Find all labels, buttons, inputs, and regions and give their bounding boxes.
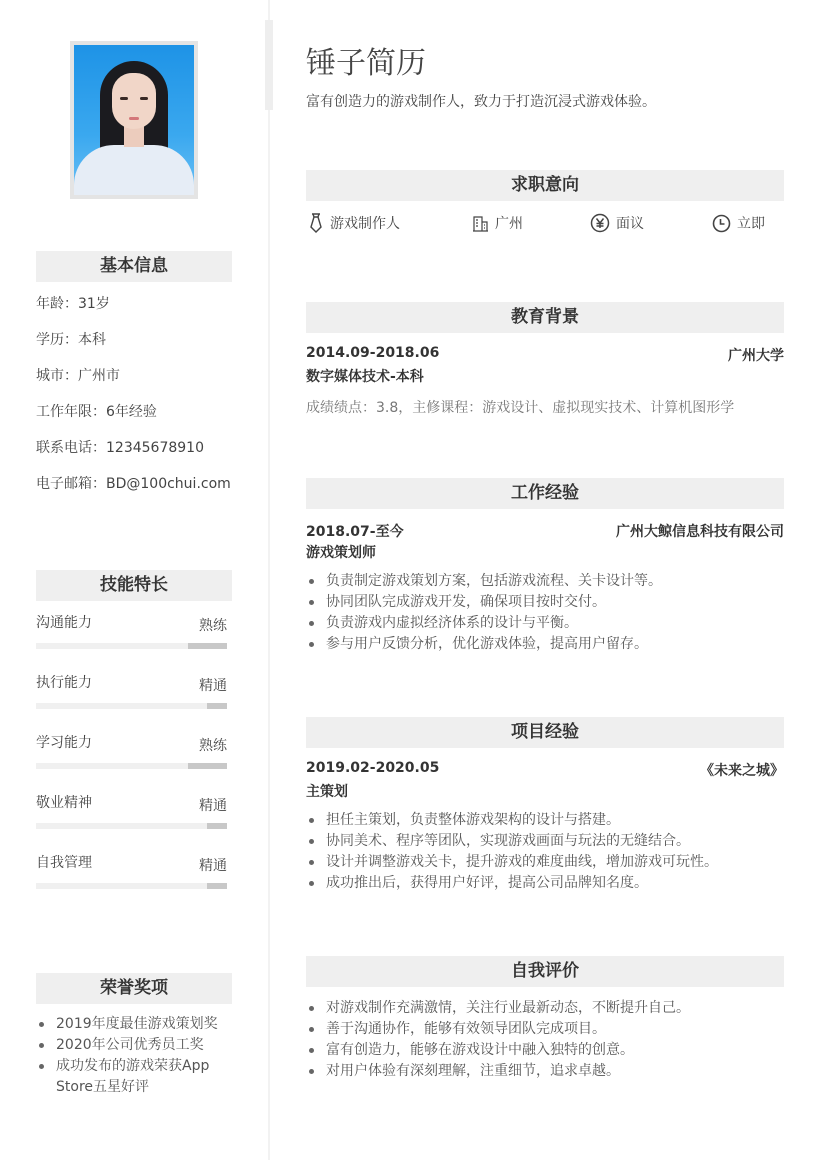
skill-level: 精通 (199, 678, 227, 694)
education-school: 广州大学 (728, 348, 784, 364)
skill-level: 精通 (199, 858, 227, 874)
info-city: 城市：广州市 (36, 368, 120, 384)
skills-list (36, 612, 227, 912)
intent-city (472, 213, 523, 233)
divider-tab (265, 20, 273, 110)
basic-info-heading: 基本信息 (36, 251, 232, 282)
skill-name: 敬业精神 (36, 795, 92, 811)
yen-icon (590, 213, 610, 233)
intent-availability (712, 213, 765, 233)
work-role: 游戏策划师 (306, 545, 376, 561)
profile-photo (74, 45, 194, 195)
project-period: 2019.02-2020.05 (306, 760, 440, 776)
self-eval-bullet: 对游戏制作充满激情，关注行业最新动态，不断提升自己。 (306, 998, 784, 1019)
info-phone: 联系电话：12345678910 (36, 440, 204, 456)
work-company: 广州大鲸信息科技有限公司 (616, 524, 784, 540)
intent-salary-label: 面议 (616, 216, 644, 232)
skill-bar (36, 763, 227, 769)
clock-icon (712, 214, 731, 233)
self-eval-bullet: 富有创造力，能够在游戏设计中融入独特的创意。 (306, 1040, 784, 1061)
info-experience: 工作年限：6年经验 (36, 404, 157, 420)
skill-item (36, 612, 227, 672)
work-bullets (306, 571, 784, 655)
info-age: 年龄：31岁 (36, 296, 110, 312)
award-item: 2020年公司优秀员工奖 (36, 1035, 232, 1056)
building-icon (472, 215, 489, 232)
education-period: 2014.09-2018.06 (306, 345, 440, 361)
work-bullet: 参与用户反馈分析，优化游戏体验，提高用户留存。 (306, 634, 784, 655)
skill-item (36, 792, 227, 852)
work-bullet: 负责制定游戏策划方案，包括游戏流程、关卡设计等。 (306, 571, 784, 592)
self-eval-heading: 自我评价 (306, 956, 784, 987)
skills-heading: 技能特长 (36, 570, 232, 601)
skill-level: 熟练 (199, 618, 227, 634)
tie-icon (308, 213, 324, 233)
page-title: 锤子简历 (306, 46, 426, 81)
basic-info-list (36, 294, 231, 510)
self-eval-bullet: 对用户体验有深刻理解，注重细节，追求卓越。 (306, 1061, 784, 1082)
skill-name: 学习能力 (36, 735, 92, 751)
intent-availability-label: 立即 (737, 216, 765, 232)
self-eval-bullet: 善于沟通协作，能够有效领导团队完成项目。 (306, 1019, 784, 1040)
work-bullet: 负责游戏内虚拟经济体系的设计与平衡。 (306, 613, 784, 634)
project-bullet: 设计并调整游戏关卡，提升游戏的难度曲线，增加游戏可玩性。 (306, 852, 784, 873)
project-role: 主策划 (306, 784, 348, 800)
education-heading: 教育背景 (306, 302, 784, 333)
skill-item (36, 732, 227, 792)
skill-name: 沟通能力 (36, 615, 92, 631)
award-item: 2019年度最佳游戏策划奖 (36, 1014, 232, 1035)
education-row (306, 345, 784, 365)
self-eval-bullets (306, 998, 784, 1082)
education-description: 成绩绩点：3.8，主修课程：游戏设计、虚拟现实技术、计算机图形学 (306, 400, 735, 416)
work-row (306, 521, 784, 541)
skill-level: 精通 (199, 798, 227, 814)
project-bullets (306, 810, 784, 894)
project-name: 《未来之城》 (700, 763, 784, 779)
skill-bar (36, 883, 227, 889)
job-intent-heading: 求职意向 (306, 170, 784, 201)
profile-photo-frame (70, 41, 198, 199)
work-bullet: 协同团队完成游戏开发，确保项目按时交付。 (306, 592, 784, 613)
intent-salary (590, 213, 644, 233)
info-email: 电子邮箱：BD@100chui.com (36, 476, 231, 492)
project-bullet: 成功推出后，获得用户好评，提高公司品牌知名度。 (306, 873, 784, 894)
project-bullet: 协同美术、程序等团队，实现游戏画面与玩法的无缝结合。 (306, 831, 784, 852)
education-major: 数字媒体技术-本科 (306, 369, 424, 385)
project-bullet: 担任主策划，负责整体游戏架构的设计与搭建。 (306, 810, 784, 831)
skill-bar (36, 643, 227, 649)
skill-bar (36, 823, 227, 829)
project-heading: 项目经验 (306, 717, 784, 748)
skill-item (36, 852, 227, 912)
info-education: 学历：本科 (36, 332, 106, 348)
work-period: 2018.07-至今 (306, 524, 404, 540)
page-subtitle: 富有创造力的游戏制作人，致力于打造沉浸式游戏体验。 (306, 94, 656, 110)
skill-level: 熟练 (199, 738, 227, 754)
awards-heading: 荣誉奖项 (36, 973, 232, 1004)
project-row (306, 760, 784, 780)
intent-position (308, 213, 400, 233)
column-divider (268, 0, 270, 1160)
skill-item (36, 672, 227, 732)
job-intent-row (306, 213, 784, 237)
skill-name: 自我管理 (36, 855, 92, 871)
skill-bar (36, 703, 227, 709)
intent-city-label: 广州 (495, 216, 523, 232)
intent-position-label: 游戏制作人 (330, 216, 400, 232)
work-heading: 工作经验 (306, 478, 784, 509)
sidebar (0, 0, 268, 1160)
awards-list (36, 1014, 232, 1098)
award-item: 成功发布的游戏荣获App Store五星好评 (36, 1056, 232, 1098)
skill-name: 执行能力 (36, 675, 92, 691)
